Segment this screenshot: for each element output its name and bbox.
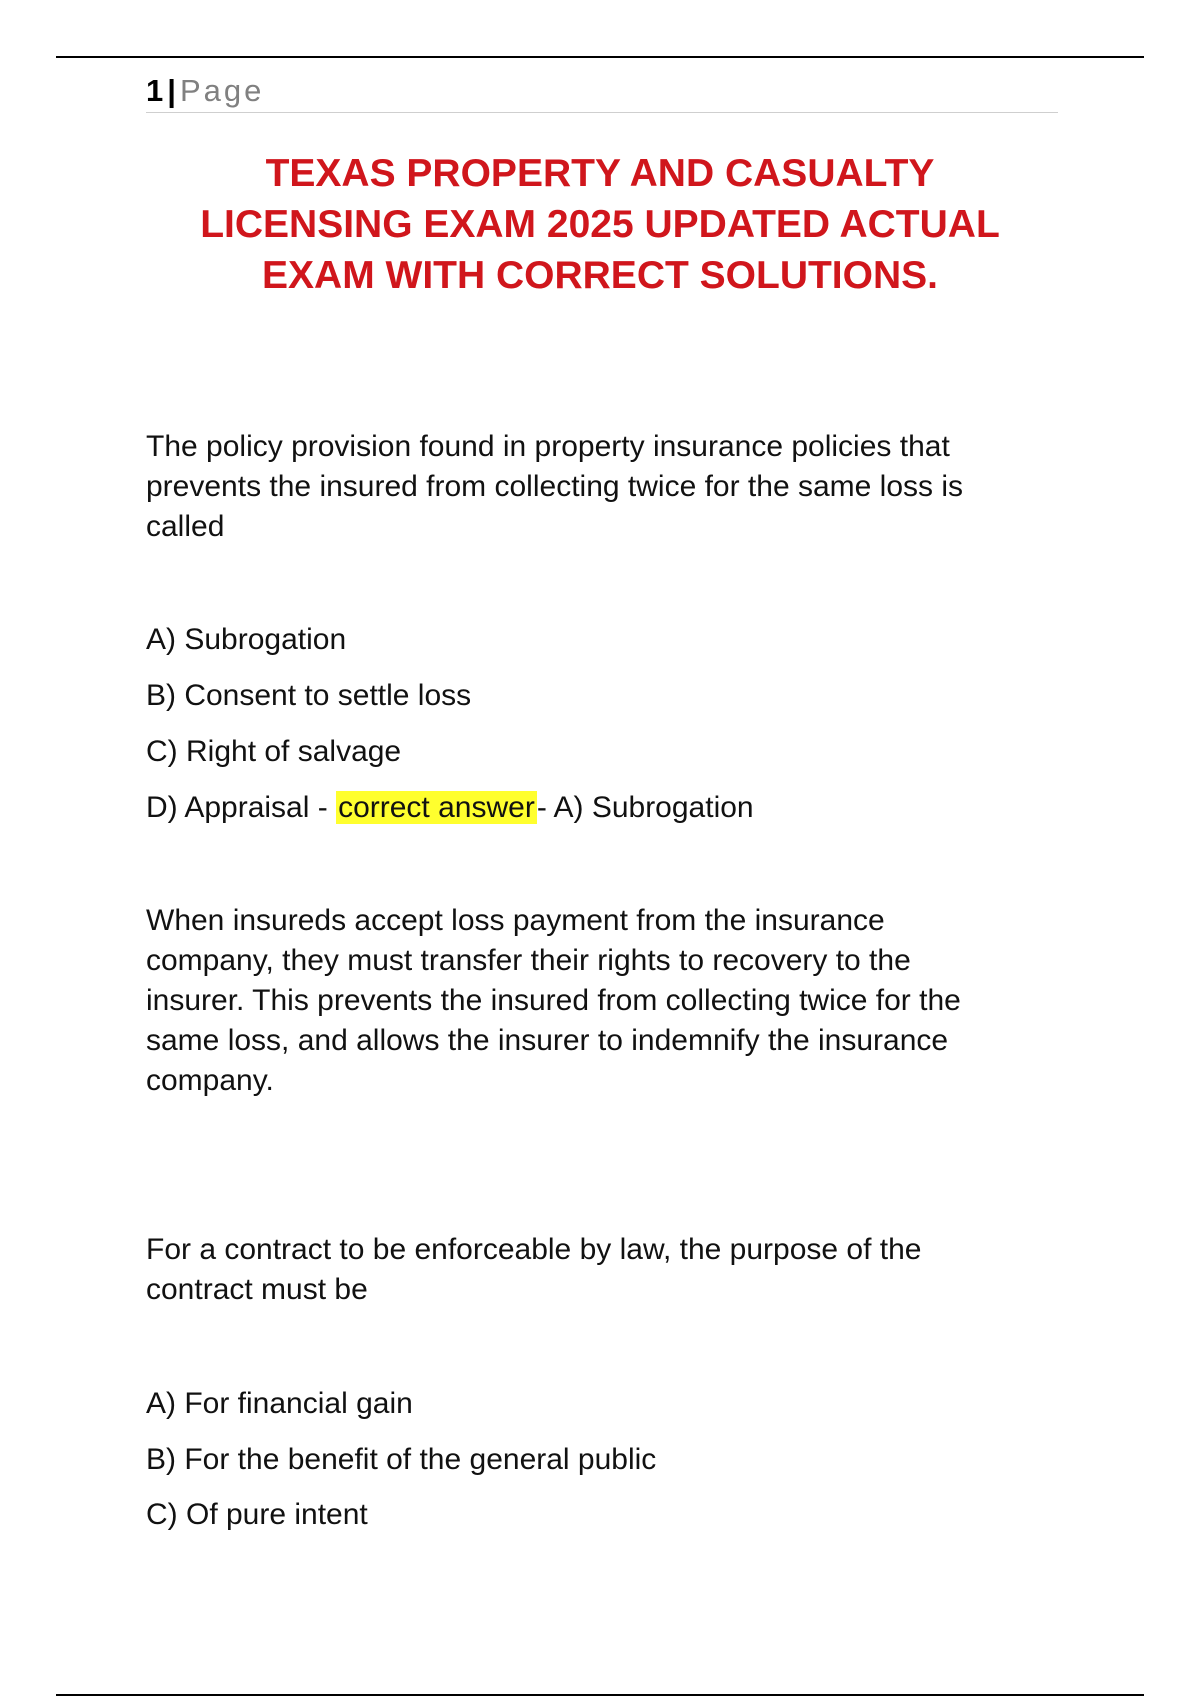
question-1-explanation bbox=[146, 901, 1046, 1101]
question-1-option-d bbox=[146, 788, 754, 828]
page-header bbox=[146, 72, 1058, 113]
correct-answer-marker: correct answer bbox=[338, 791, 535, 824]
correct-answer-value: - A) Subrogation bbox=[536, 791, 754, 824]
question-1-text bbox=[146, 427, 1046, 547]
page-label: Page bbox=[179, 73, 265, 108]
explanation-line: company, they must transfer their rights to recovery to the bbox=[146, 944, 911, 977]
question-1-option-c: C) Right of salvage bbox=[146, 735, 402, 768]
page-separator: | bbox=[167, 73, 176, 108]
option-d-text: D) Appraisal - bbox=[146, 791, 337, 824]
explanation-line: insurer. This prevents the insured from collecting twice for the bbox=[146, 984, 961, 1017]
question-line: prevents the insured from collecting twice for the same loss is bbox=[146, 470, 964, 503]
question-line: called bbox=[146, 510, 225, 543]
page-number: 1 bbox=[146, 73, 164, 108]
question-2-option-c: C) Of pure intent bbox=[146, 1498, 368, 1531]
question-line: The policy provision found in property insurance policies that bbox=[146, 430, 950, 463]
question-1-option-b: B) Consent to settle loss bbox=[146, 679, 472, 712]
question-line: For a contract to be enforceable by law, the purpose of the bbox=[146, 1233, 922, 1266]
document-title bbox=[100, 148, 1100, 301]
top-rule bbox=[56, 56, 1144, 58]
bottom-rule bbox=[56, 1694, 1144, 1696]
question-2-option-b: B) For the benefit of the general public bbox=[146, 1443, 657, 1476]
question-1-option-a: A) Subrogation bbox=[146, 623, 347, 656]
question-line: contract must be bbox=[146, 1273, 368, 1306]
title-line: TEXAS PROPERTY AND CASUALTY bbox=[265, 152, 935, 195]
question-2-option-a: A) For financial gain bbox=[146, 1387, 413, 1420]
explanation-line: When insureds accept loss payment from the insurance bbox=[146, 904, 885, 937]
explanation-line: same loss, and allows the insurer to indemnify the insurance bbox=[146, 1024, 949, 1057]
title-line: LICENSING EXAM 2025 UPDATED ACTUAL bbox=[200, 203, 1000, 246]
title-line: EXAM WITH CORRECT SOLUTIONS. bbox=[262, 254, 938, 297]
explanation-line: company. bbox=[146, 1064, 274, 1097]
question-2-text bbox=[146, 1230, 1046, 1310]
